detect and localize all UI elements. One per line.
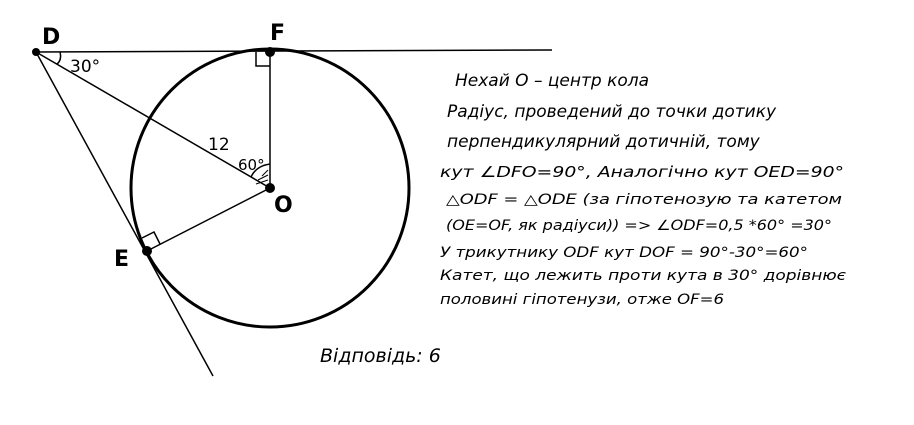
solution-line-4: кут ∠DFO=90°, Аналогічно кут OED=90° bbox=[440, 163, 844, 181]
radius-oe bbox=[147, 188, 270, 251]
solution-line-7: У трикутнику ODF кут DOF = 90°-30°=60° bbox=[440, 245, 808, 261]
point-e bbox=[142, 246, 152, 256]
label-d: D bbox=[42, 25, 61, 50]
tangent-line-df bbox=[36, 50, 552, 52]
label-o: O bbox=[274, 193, 293, 218]
point-d bbox=[32, 48, 40, 56]
label-e: E bbox=[114, 247, 130, 272]
angle-hatch-o bbox=[258, 175, 268, 180]
angle-o-label: 60° bbox=[238, 156, 265, 174]
angle-d-label: 30° bbox=[70, 57, 101, 77]
point-f bbox=[265, 47, 275, 57]
label-f: F bbox=[270, 21, 286, 46]
solution-line-9: половині гіпотенузи, отже OF=6 bbox=[440, 292, 725, 308]
solution-line-3: перпендикулярний дотичній, тому bbox=[447, 132, 760, 152]
solution-line-1: Нехай О – центр кола bbox=[455, 71, 650, 91]
solution-line-2: Радіус, проведений до точки дотику bbox=[447, 102, 777, 122]
answer-text: Відповідь: 6 bbox=[320, 345, 441, 367]
solution-line-8: Катет, що лежить проти кута в 30° дорівнює bbox=[440, 268, 847, 284]
radius-label: 12 bbox=[208, 135, 230, 155]
tangent-line-de bbox=[36, 52, 213, 376]
solution-line-5: △ODF = △ODE (за гіпотенозую та катетом bbox=[446, 192, 843, 208]
right-angle-mark-e bbox=[142, 232, 160, 244]
point-o bbox=[265, 183, 275, 193]
angle-arc-d bbox=[57, 52, 61, 64]
solution-line-6: (OE=OF, як радіуси)) => ∠ODF=0,5 *60° =30° bbox=[446, 218, 832, 234]
